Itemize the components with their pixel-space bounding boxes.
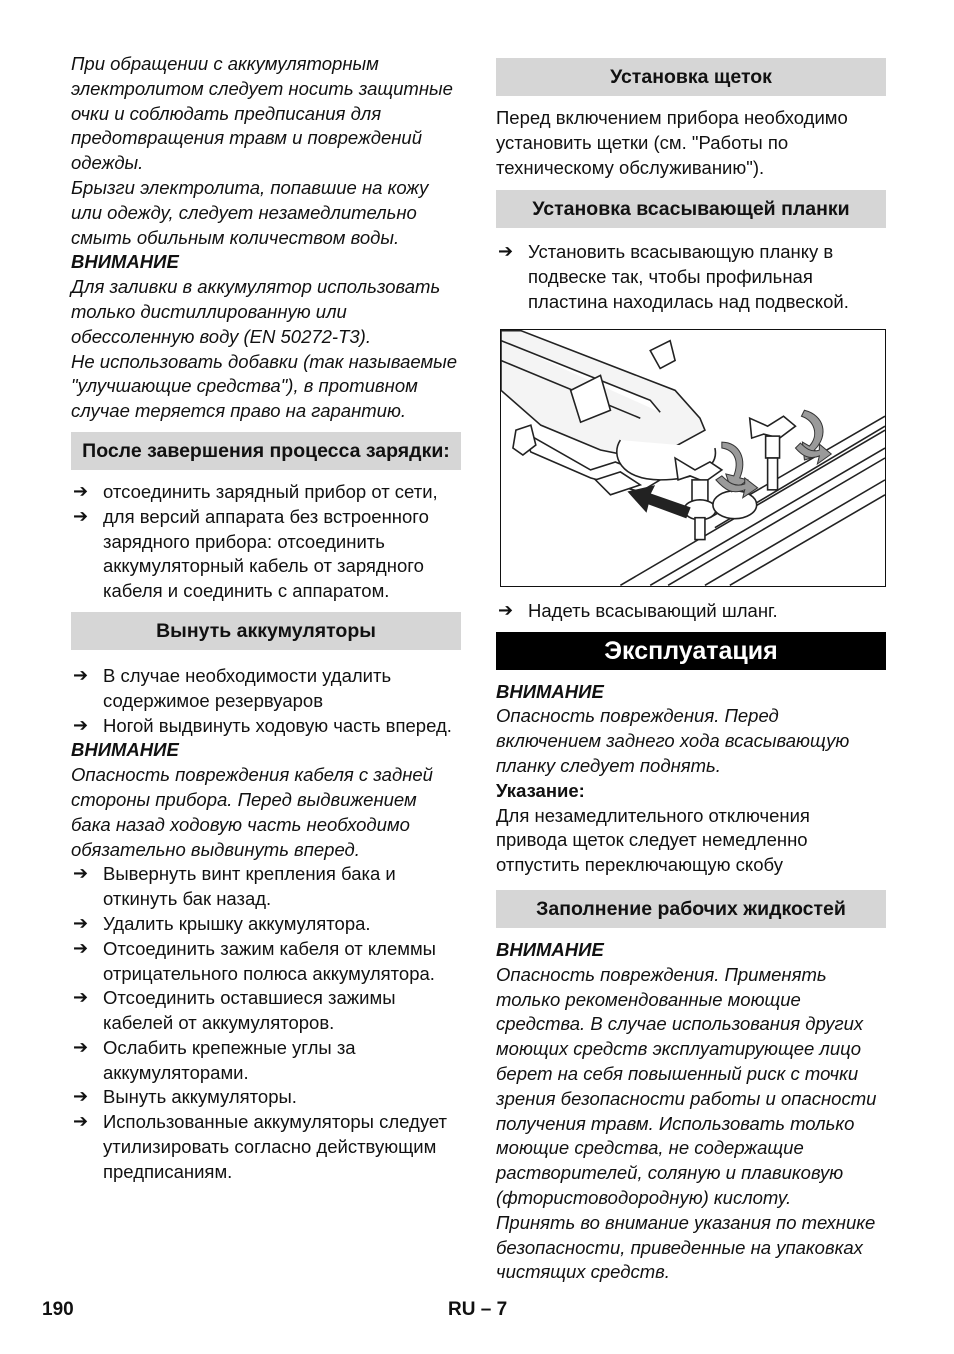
list-item: ➔ Использованные аккумуляторы следует утилизировать согласно действующим предписаниям. — [71, 1110, 461, 1184]
section-heading-remove-batteries: Вынуть аккумуляторы — [71, 612, 461, 650]
list-item: ➔ Удалить крышку аккумулятора. — [71, 912, 461, 937]
warning-title: ВНИМАНИЕ — [71, 251, 179, 273]
warning-text: Опасность повреждения. Применять только рекомендованные моющие средства. В случае использования других моющих средств эксплуатирующее лицо берет на себя повышенный риск с точки зрения безопасности работы и опасности получения травм. Использовать только моющие средства, не содержащие растворителей, соляную и плавиковую (фтористоводородную) кислоту. — [496, 963, 877, 1208]
section-heading-fluids: Заполнение рабочих жидкостей — [496, 890, 886, 928]
left-column — [71, 52, 461, 1185]
list-item: ➔ отсоединить зарядный прибор от сети, — [71, 480, 461, 505]
warning-text: Опасность повреждения кабеля с задней стороны прибора. Перед выдвижением бака назад ходовую часть необходимо обязательно выдвинуть вперед. — [71, 764, 433, 860]
warning-text: Принять во внимание указания по технике безопасности, приведенные на упаковках чистящих средств. — [496, 1211, 876, 1283]
safety-paragraph: Брызги электролита, попавшие на кожу или одежду, следует незамедлительно смыть обильным количеством воды. — [71, 176, 429, 248]
warning-title: ВНИМАНИЕ — [496, 938, 604, 960]
remove-batteries-steps-b — [71, 862, 461, 1184]
list-item: ➔ Ногой выдвинуть ходовую часть вперед. — [71, 714, 461, 739]
section-heading-brushes: Установка щеток — [496, 58, 886, 96]
squeegee-illustration — [500, 329, 886, 587]
list-item: ➔ Отсоединить зажим кабеля от клеммы отрицательного полюса аккумулятора. — [71, 937, 461, 987]
list-item: ➔ Вывернуть винт крепления бака и откинуть бак назад. — [71, 862, 461, 912]
squeegee-steps — [496, 240, 886, 314]
squeegee-steps-2 — [496, 599, 886, 624]
after-charging-steps — [71, 480, 461, 604]
section-marker: RU – 7 — [448, 1299, 508, 1320]
list-item: ➔ Надеть всасывающий шланг. — [496, 599, 886, 624]
list-item: ➔ Отсоединить оставшиеся зажимы кабелей от аккумуляторов. — [71, 986, 461, 1036]
warning-text: Опасность повреждения. Перед включением заднего хода всасывающую планку следует поднять. — [496, 705, 850, 776]
page-number: 190 — [42, 1299, 74, 1320]
section-heading-squeegee: Установка всасывающей планки — [496, 190, 886, 228]
section-heading-after-charging: После завершения процесса зарядки: — [71, 432, 461, 470]
warning-text: Не использовать добавки (так называемые "улучшающие средства"), в противном случае теряется право на гарантию. — [71, 350, 458, 422]
note-text: Для незамедлительного отключения привода щеток следует немедленно отпустить переключающую скобу — [496, 804, 810, 876]
section-heading-operation: Эксплуатация — [496, 632, 886, 670]
list-item: ➔ В случае необходимости удалить содержимое резервуаров — [71, 664, 461, 714]
brushes-text: Перед включением прибора необходимо установить щетки (см. "Работы по техническому обслуживанию"). — [496, 107, 848, 178]
squeegee-mount-drawing — [501, 330, 885, 586]
safety-paragraph: При обращении с аккумуляторным электролитом следует носить защитные очки и соблюдать предписания для предотвращения травм и повреждений одежды. — [71, 53, 453, 174]
remove-batteries-steps-a — [71, 664, 461, 738]
warning-title: ВНИМАНИЕ — [71, 739, 179, 761]
list-item: ➔ Ослабить крепежные углы за аккумуляторами. — [71, 1036, 461, 1086]
warning-title: ВНИМАНИЕ — [496, 680, 604, 702]
warning-text: Для заливки в аккумулятор использовать только дистиллированную или обессоленную воду (EN 50272-T3). — [71, 276, 441, 347]
list-item: ➔ Вынуть аккумуляторы. — [71, 1085, 461, 1110]
list-item: ➔ Установить всасывающую планку в подвеске так, чтобы профильная пластина находилась над подвеской. — [496, 240, 886, 314]
right-column — [496, 52, 886, 1285]
note-title: Указание: — [496, 779, 585, 801]
list-item: ➔ для версий аппарата без встроенного зарядного прибора: отсоединить аккумуляторный кабель от зарядного кабеля и соединить с аппаратом. — [71, 505, 461, 604]
